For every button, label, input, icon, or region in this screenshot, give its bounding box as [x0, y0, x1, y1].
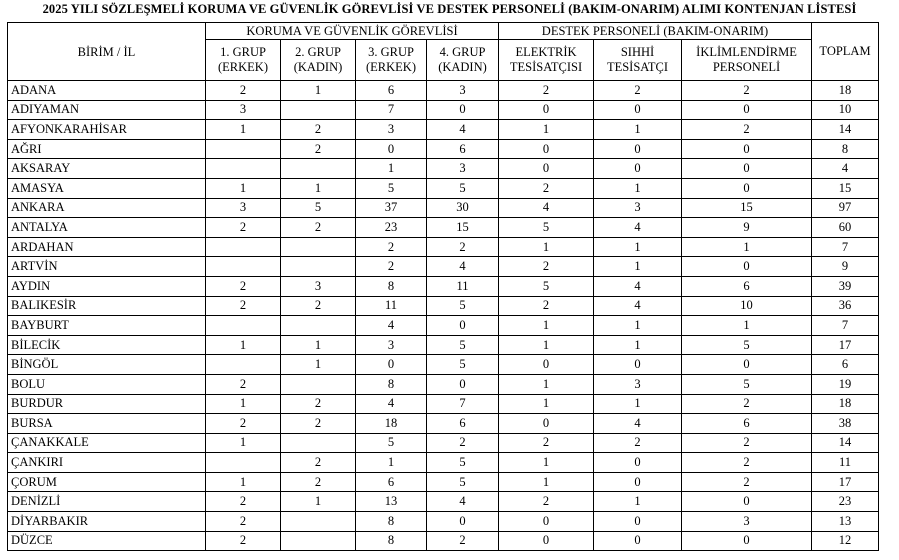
quota-cell: 0 — [682, 100, 812, 120]
quota-cell: 1 — [499, 120, 594, 140]
total-cell: 6 — [812, 355, 879, 375]
quota-cell: 1 — [206, 178, 281, 198]
province-name-cell: ADANA — [8, 81, 206, 101]
table-row — [8, 316, 879, 336]
quota-cell — [281, 433, 356, 453]
koruma-group-header: KORUMA VE GÜVENLİK GÖREVLİSİ — [206, 23, 499, 40]
column-header — [356, 40, 427, 81]
quota-cell: 0 — [682, 159, 812, 179]
province-name-cell: BOLU — [8, 374, 206, 394]
quota-cell: 5 — [427, 453, 499, 473]
quota-cell: 5 — [281, 198, 356, 218]
table-row — [8, 198, 879, 218]
table-row — [8, 296, 879, 316]
quota-cell: 3 — [281, 276, 356, 296]
quota-cell: 0 — [427, 512, 499, 532]
quota-cell: 1 — [594, 120, 682, 140]
quota-cell: 7 — [356, 100, 427, 120]
quota-cell: 1 — [206, 335, 281, 355]
quota-cell: 15 — [427, 218, 499, 238]
column-header-line2: (ERKEK) — [366, 60, 416, 74]
total-cell: 7 — [812, 237, 879, 257]
quota-cell: 1 — [499, 335, 594, 355]
quota-cell: 2 — [206, 296, 281, 316]
quota-cell: 0 — [682, 531, 812, 551]
quota-cell: 23 — [356, 218, 427, 238]
table-row — [8, 335, 879, 355]
quota-cell: 30 — [427, 198, 499, 218]
column-header — [682, 40, 812, 81]
table-row — [8, 139, 879, 159]
quota-cell: 0 — [594, 472, 682, 492]
total-cell: 23 — [812, 492, 879, 512]
quota-cell: 0 — [356, 139, 427, 159]
quota-cell: 2 — [499, 296, 594, 316]
quota-cell: 2 — [427, 433, 499, 453]
table-row — [8, 472, 879, 492]
quota-cell: 1 — [281, 178, 356, 198]
column-header-line2: (ERKEK) — [218, 60, 268, 74]
column-header-line2: PERSONELİ — [712, 60, 781, 74]
toplam-header: TOPLAM — [812, 23, 879, 81]
quota-cell: 7 — [427, 394, 499, 414]
quota-cell: 6 — [682, 414, 812, 434]
quota-cell: 1 — [594, 335, 682, 355]
quota-cell: 5 — [427, 355, 499, 375]
quota-cell: 2 — [682, 433, 812, 453]
quota-cell — [281, 237, 356, 257]
province-name-cell: BİNGÖL — [8, 355, 206, 375]
table-row — [8, 433, 879, 453]
quota-cell: 2 — [594, 81, 682, 101]
quota-cell: 4 — [594, 296, 682, 316]
quota-cell: 6 — [427, 414, 499, 434]
table-row — [8, 276, 879, 296]
total-cell: 19 — [812, 374, 879, 394]
table-row — [8, 81, 879, 101]
province-name-cell: ÇANKIRI — [8, 453, 206, 473]
table-row — [8, 355, 879, 375]
quota-cell — [206, 139, 281, 159]
quota-cell: 4 — [427, 257, 499, 277]
column-header-line1: 2. GRUP — [295, 45, 341, 59]
total-cell: 7 — [812, 316, 879, 336]
province-name-cell: AKSARAY — [8, 159, 206, 179]
quota-cell: 2 — [281, 120, 356, 140]
table-row — [8, 531, 879, 551]
quota-cell — [206, 453, 281, 473]
quota-cell: 6 — [682, 276, 812, 296]
total-cell: 13 — [812, 512, 879, 532]
quota-cell: 0 — [594, 531, 682, 551]
quota-cell: 2 — [281, 453, 356, 473]
total-cell: 10 — [812, 100, 879, 120]
quota-cell: 2 — [499, 257, 594, 277]
quota-cell: 2 — [356, 237, 427, 257]
province-name-cell: DİYARBAKIR — [8, 512, 206, 532]
quota-cell: 1 — [682, 237, 812, 257]
quota-cell: 8 — [356, 531, 427, 551]
quota-cell: 0 — [499, 139, 594, 159]
quota-cell: 1 — [594, 237, 682, 257]
quota-cell: 1 — [206, 394, 281, 414]
quota-cell: 6 — [356, 472, 427, 492]
quota-cell: 2 — [682, 81, 812, 101]
total-cell: 4 — [812, 159, 879, 179]
province-name-cell: BURDUR — [8, 394, 206, 414]
total-cell: 60 — [812, 218, 879, 238]
destek-group-header: DESTEK PERSONELİ (BAKIM-ONARIM) — [499, 23, 812, 40]
quota-cell: 3 — [206, 100, 281, 120]
column-header-line1: 4. GRUP — [439, 45, 486, 59]
quota-cell: 1 — [499, 472, 594, 492]
table-row — [8, 394, 879, 414]
quota-cell: 1 — [281, 81, 356, 101]
column-header — [594, 40, 682, 81]
quota-cell: 1 — [499, 394, 594, 414]
total-cell: 9 — [812, 257, 879, 277]
quota-cell: 0 — [499, 355, 594, 375]
province-name-cell: ADIYAMAN — [8, 100, 206, 120]
quota-cell: 1 — [499, 316, 594, 336]
quota-cell: 3 — [682, 512, 812, 532]
quota-cell: 2 — [206, 414, 281, 434]
quota-cell: 2 — [594, 433, 682, 453]
province-name-cell: BİLECİK — [8, 335, 206, 355]
quota-cell: 1 — [356, 453, 427, 473]
quota-cell: 2 — [206, 492, 281, 512]
quota-cell: 3 — [594, 198, 682, 218]
quota-cell: 1 — [682, 316, 812, 336]
quota-cell: 2 — [206, 276, 281, 296]
quota-cell: 2 — [281, 296, 356, 316]
province-name-cell: AMASYA — [8, 178, 206, 198]
quota-cell: 2 — [281, 414, 356, 434]
column-header-line1: SIHHİ — [620, 45, 655, 59]
quota-cell: 5 — [682, 335, 812, 355]
province-name-cell: DÜZCE — [8, 531, 206, 551]
quota-cell: 10 — [682, 296, 812, 316]
quota-cell: 2 — [206, 374, 281, 394]
quota-cell — [281, 316, 356, 336]
quota-cell: 11 — [356, 296, 427, 316]
quota-cell — [281, 257, 356, 277]
column-header-line1: ELEKTRİK — [515, 45, 577, 59]
quota-cell — [281, 512, 356, 532]
quota-cell: 1 — [594, 316, 682, 336]
column-header-line1: 3. GRUP — [368, 45, 414, 59]
quota-cell: 0 — [594, 453, 682, 473]
table-row — [8, 120, 879, 140]
quota-cell: 2 — [499, 178, 594, 198]
page-title: 2025 YILI SÖZLEŞMELİ KORUMA VE GÜVENLİK GÖREVLİSİ VE DESTEK PERSONELİ (BAKIM-ONARIM) ALIMI KONTENJAN LİSTESİ — [42, 2, 857, 16]
quota-cell: 5 — [682, 374, 812, 394]
quota-cell: 1 — [206, 472, 281, 492]
quota-cell: 1 — [594, 257, 682, 277]
table-row — [8, 178, 879, 198]
province-name-cell: DENİZLİ — [8, 492, 206, 512]
column-header — [281, 40, 356, 81]
quota-cell: 0 — [499, 512, 594, 532]
province-name-cell: BALIKESİR — [8, 296, 206, 316]
quota-cell: 1 — [499, 374, 594, 394]
quota-cell: 0 — [499, 531, 594, 551]
quota-cell: 0 — [499, 414, 594, 434]
quota-cell — [281, 374, 356, 394]
quota-cell: 2 — [682, 472, 812, 492]
quota-cell: 1 — [594, 178, 682, 198]
quota-cell: 0 — [594, 100, 682, 120]
province-name-cell: ARTVİN — [8, 257, 206, 277]
quota-cell: 5 — [499, 276, 594, 296]
quota-cell: 2 — [281, 218, 356, 238]
quota-cell: 1 — [594, 394, 682, 414]
province-name-cell: ANKARA — [8, 198, 206, 218]
quota-cell: 0 — [356, 355, 427, 375]
column-header-line2: (KADIN) — [293, 60, 343, 74]
quota-cell — [281, 159, 356, 179]
total-cell: 17 — [812, 472, 879, 492]
table-row — [8, 100, 879, 120]
quota-cell: 6 — [356, 81, 427, 101]
column-header-line1: 1. GRUP — [220, 45, 266, 59]
quota-cell: 2 — [281, 139, 356, 159]
column-header — [499, 40, 594, 81]
quota-cell: 0 — [682, 355, 812, 375]
quota-cell: 0 — [682, 257, 812, 277]
column-header-line2: TESİSATÇI — [606, 60, 669, 74]
quota-cell: 4 — [427, 120, 499, 140]
column-header-line2: TESİSATÇISI — [509, 60, 583, 74]
column-header — [427, 40, 499, 81]
quota-cell: 0 — [594, 139, 682, 159]
quota-cell — [281, 531, 356, 551]
quota-cell: 4 — [427, 492, 499, 512]
quota-cell — [206, 257, 281, 277]
quota-cell: 0 — [682, 492, 812, 512]
table-body — [8, 81, 879, 551]
province-name-cell: ARDAHAN — [8, 237, 206, 257]
total-cell: 11 — [812, 453, 879, 473]
quota-cell: 2 — [206, 218, 281, 238]
table-row — [8, 159, 879, 179]
total-cell: 8 — [812, 139, 879, 159]
province-name-cell: ANTALYA — [8, 218, 206, 238]
quota-cell: 5 — [427, 296, 499, 316]
table-row — [8, 257, 879, 277]
total-cell: 14 — [812, 120, 879, 140]
quota-cell — [281, 100, 356, 120]
quota-cell: 3 — [356, 335, 427, 355]
quota-cell: 3 — [356, 120, 427, 140]
province-name-cell: AFYONKARAHİSAR — [8, 120, 206, 140]
quota-cell: 3 — [594, 374, 682, 394]
quota-cell: 2 — [281, 394, 356, 414]
quota-cell: 3 — [427, 159, 499, 179]
quota-cell: 5 — [356, 178, 427, 198]
total-cell: 36 — [812, 296, 879, 316]
quota-cell: 0 — [682, 178, 812, 198]
column-header — [206, 40, 281, 81]
quota-cell: 2 — [206, 531, 281, 551]
quota-cell: 0 — [682, 139, 812, 159]
quota-cell: 5 — [427, 178, 499, 198]
quota-cell: 1 — [499, 237, 594, 257]
total-cell: 18 — [812, 81, 879, 101]
quota-cell: 0 — [427, 374, 499, 394]
kontenjan-table — [7, 22, 879, 551]
quota-cell: 1 — [281, 355, 356, 375]
quota-cell: 0 — [427, 100, 499, 120]
table-row — [8, 512, 879, 532]
quota-cell: 1 — [206, 433, 281, 453]
quota-cell: 2 — [499, 433, 594, 453]
total-cell: 38 — [812, 414, 879, 434]
quota-cell: 0 — [499, 100, 594, 120]
quota-cell: 6 — [427, 139, 499, 159]
table-row — [8, 414, 879, 434]
quota-cell: 1 — [499, 453, 594, 473]
birim-header: BİRİM / İL — [8, 23, 206, 81]
column-header-line1: İKLİMLENDİRME — [696, 45, 797, 59]
province-name-cell: BURSA — [8, 414, 206, 434]
quota-cell: 2 — [499, 492, 594, 512]
total-cell: 17 — [812, 335, 879, 355]
table-row — [8, 492, 879, 512]
quota-cell: 4 — [594, 218, 682, 238]
table-row — [8, 374, 879, 394]
quota-cell: 9 — [682, 218, 812, 238]
quota-cell: 2 — [281, 472, 356, 492]
quota-cell: 18 — [356, 414, 427, 434]
total-cell: 39 — [812, 276, 879, 296]
quota-cell: 8 — [356, 512, 427, 532]
province-name-cell: ÇORUM — [8, 472, 206, 492]
quota-cell: 1 — [206, 120, 281, 140]
quota-cell: 5 — [427, 472, 499, 492]
quota-cell: 0 — [594, 159, 682, 179]
quota-cell: 3 — [206, 198, 281, 218]
quota-cell: 2 — [206, 81, 281, 101]
quota-cell — [206, 159, 281, 179]
total-cell: 18 — [812, 394, 879, 414]
total-cell: 15 — [812, 178, 879, 198]
quota-cell: 4 — [356, 316, 427, 336]
total-cell: 14 — [812, 433, 879, 453]
province-name-cell: AYDIN — [8, 276, 206, 296]
quota-cell: 1 — [594, 492, 682, 512]
quota-cell: 4 — [594, 414, 682, 434]
quota-cell: 4 — [499, 198, 594, 218]
quota-cell: 1 — [281, 335, 356, 355]
quota-cell: 0 — [427, 316, 499, 336]
quota-cell: 2 — [682, 453, 812, 473]
total-cell: 97 — [812, 198, 879, 218]
quota-cell: 8 — [356, 374, 427, 394]
quota-cell: 1 — [281, 492, 356, 512]
table-row — [8, 218, 879, 238]
quota-cell: 4 — [356, 394, 427, 414]
quota-cell: 3 — [427, 81, 499, 101]
quota-cell — [206, 355, 281, 375]
quota-cell: 0 — [594, 355, 682, 375]
quota-cell: 2 — [682, 120, 812, 140]
quota-cell — [206, 316, 281, 336]
quota-cell: 2 — [499, 81, 594, 101]
quota-cell: 0 — [499, 159, 594, 179]
quota-cell: 1 — [356, 159, 427, 179]
table-row — [8, 237, 879, 257]
quota-cell: 2 — [206, 512, 281, 532]
quota-cell: 37 — [356, 198, 427, 218]
quota-cell: 5 — [499, 218, 594, 238]
province-name-cell: AĞRI — [8, 139, 206, 159]
quota-cell: 2 — [682, 394, 812, 414]
quota-cell: 2 — [427, 237, 499, 257]
province-name-cell: ÇANAKKALE — [8, 433, 206, 453]
quota-cell: 4 — [594, 276, 682, 296]
quota-cell: 5 — [427, 335, 499, 355]
quota-cell: 11 — [427, 276, 499, 296]
quota-cell: 2 — [356, 257, 427, 277]
province-name-cell: BAYBURT — [8, 316, 206, 336]
quota-cell: 8 — [356, 276, 427, 296]
quota-cell: 13 — [356, 492, 427, 512]
column-header-line2: (KADIN) — [438, 60, 487, 74]
quota-cell: 5 — [356, 433, 427, 453]
quota-cell: 15 — [682, 198, 812, 218]
quota-cell: 2 — [427, 531, 499, 551]
table-row — [8, 453, 879, 473]
total-cell: 12 — [812, 531, 879, 551]
quota-cell — [206, 237, 281, 257]
quota-cell: 0 — [594, 512, 682, 532]
